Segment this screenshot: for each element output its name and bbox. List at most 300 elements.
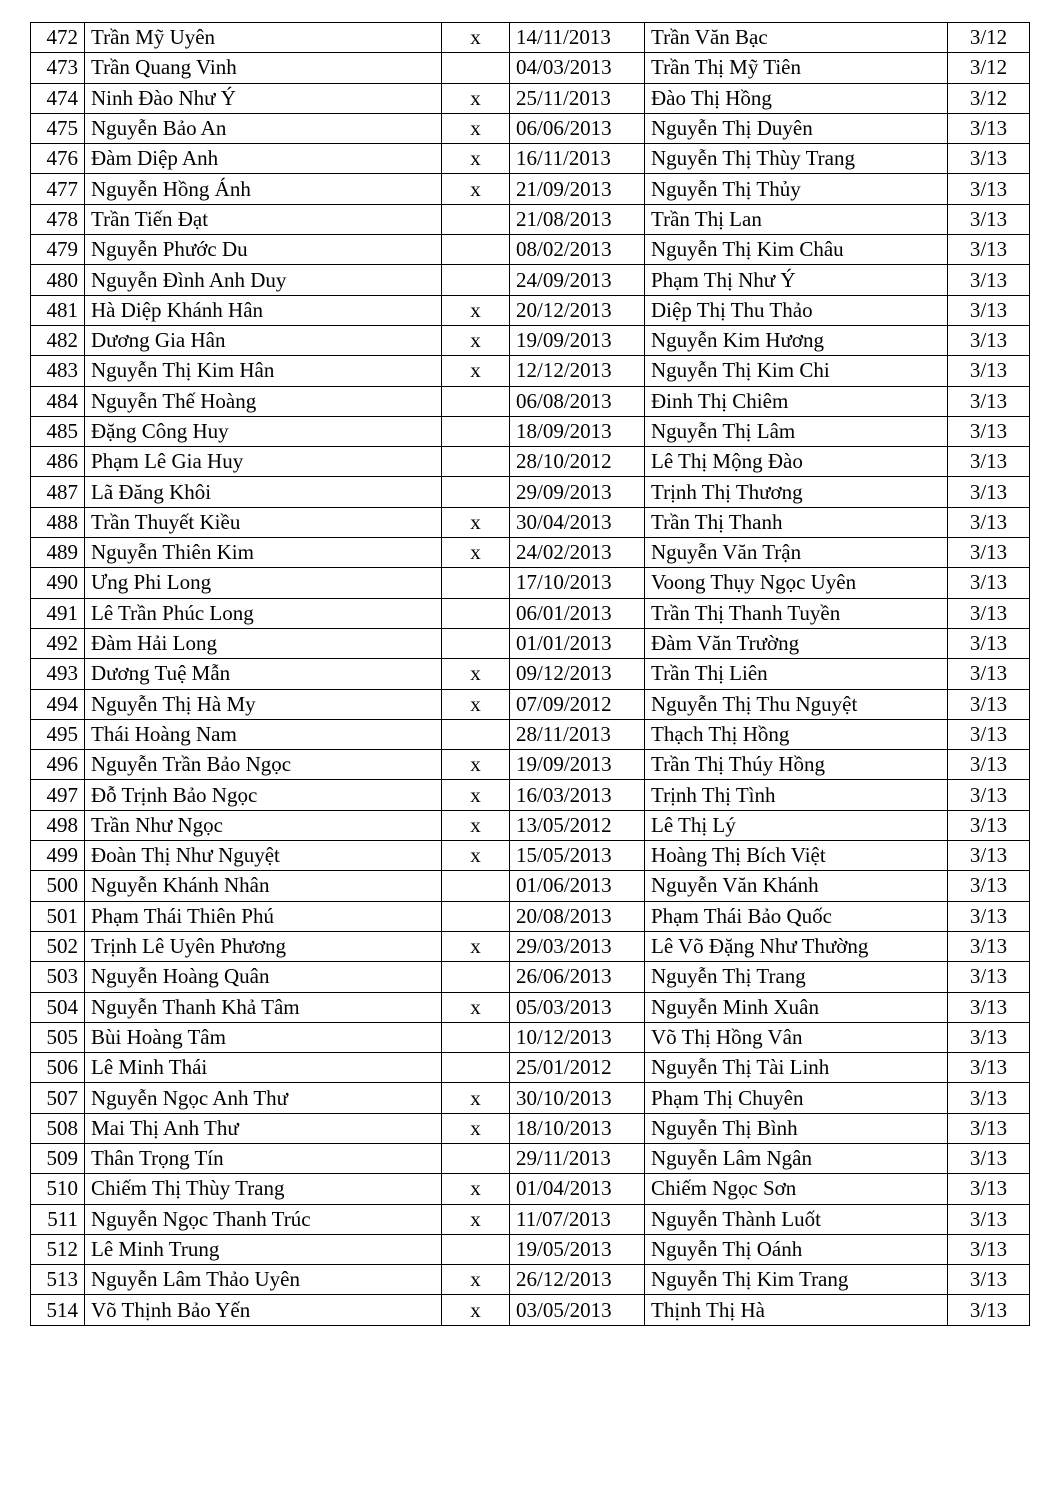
parent-name-cell: Trần Văn Bạc [645, 23, 948, 53]
class-cell: 3/12 [948, 53, 1030, 83]
row-number-cell: 482 [31, 325, 85, 355]
row-number-cell: 481 [31, 295, 85, 325]
date-of-birth-cell: 30/10/2013 [510, 1083, 645, 1113]
class-cell: 3/13 [948, 416, 1030, 446]
student-name-cell: Trần Quang Vinh [85, 53, 442, 83]
row-number-cell: 495 [31, 719, 85, 749]
row-number-cell: 489 [31, 538, 85, 568]
class-cell: 3/13 [948, 295, 1030, 325]
parent-name-cell: Nguyễn Thị Thu Nguyệt [645, 689, 948, 719]
female-mark-cell [442, 719, 510, 749]
table-row [31, 1022, 1030, 1052]
class-cell: 3/13 [948, 1022, 1030, 1052]
parent-name-cell: Đào Thị Hồng [645, 83, 948, 113]
female-mark-cell: x [442, 507, 510, 537]
row-number-cell: 473 [31, 53, 85, 83]
student-name-cell: Nguyễn Bảo An [85, 113, 442, 143]
female-mark-cell [442, 1143, 510, 1173]
row-number-cell: 493 [31, 659, 85, 689]
parent-name-cell: Nguyễn Thị Thủy [645, 174, 948, 204]
parent-name-cell: Nguyễn Văn Trận [645, 538, 948, 568]
date-of-birth-cell: 19/05/2013 [510, 1234, 645, 1264]
row-number-cell: 505 [31, 1022, 85, 1052]
student-name-cell: Đàm Hải Long [85, 628, 442, 658]
parent-name-cell: Trần Thị Lan [645, 204, 948, 234]
row-number-cell: 479 [31, 235, 85, 265]
row-number-cell: 494 [31, 689, 85, 719]
parent-name-cell: Nguyễn Thành Luốt [645, 1204, 948, 1234]
student-name-cell: Đoàn Thị Như Nguyệt [85, 841, 442, 871]
student-name-cell: Nguyễn Thanh Khả Tâm [85, 992, 442, 1022]
class-cell: 3/13 [948, 1265, 1030, 1295]
row-number-cell: 487 [31, 477, 85, 507]
student-name-cell: Nguyễn Hoàng Quân [85, 962, 442, 992]
row-number-cell: 507 [31, 1083, 85, 1113]
student-name-cell: Nguyễn Khánh Nhân [85, 871, 442, 901]
table-row [31, 931, 1030, 961]
student-name-cell: Nguyễn Trần Bảo Ngọc [85, 750, 442, 780]
student-name-cell: Ưng Phi Long [85, 568, 442, 598]
female-mark-cell [442, 1053, 510, 1083]
student-name-cell: Lã Đăng Khôi [85, 477, 442, 507]
row-number-cell: 478 [31, 204, 85, 234]
parent-name-cell: Trần Thị Mỹ Tiên [645, 53, 948, 83]
parent-name-cell: Nguyễn Văn Khánh [645, 871, 948, 901]
student-name-cell: Nguyễn Thế Hoàng [85, 386, 442, 416]
parent-name-cell: Hoàng Thị Bích Việt [645, 841, 948, 871]
student-name-cell: Hà Diệp Khánh Hân [85, 295, 442, 325]
class-cell: 3/13 [948, 174, 1030, 204]
row-number-cell: 508 [31, 1113, 85, 1143]
female-mark-cell [442, 416, 510, 446]
parent-name-cell: Nguyễn Minh Xuân [645, 992, 948, 1022]
table-body [31, 23, 1030, 1326]
date-of-birth-cell: 09/12/2013 [510, 659, 645, 689]
date-of-birth-cell: 25/01/2012 [510, 1053, 645, 1083]
class-cell: 3/13 [948, 477, 1030, 507]
female-mark-cell [442, 962, 510, 992]
row-number-cell: 488 [31, 507, 85, 537]
parent-name-cell: Nguyễn Thị Kim Trang [645, 1265, 948, 1295]
table-row [31, 1265, 1030, 1295]
female-mark-cell [442, 901, 510, 931]
row-number-cell: 501 [31, 901, 85, 931]
parent-name-cell: Nguyễn Thị Oánh [645, 1234, 948, 1264]
table-row [31, 568, 1030, 598]
parent-name-cell: Nguyễn Kim Hương [645, 325, 948, 355]
class-cell: 3/13 [948, 113, 1030, 143]
female-mark-cell: x [442, 659, 510, 689]
row-number-cell: 514 [31, 1295, 85, 1325]
student-name-cell: Lê Minh Trung [85, 1234, 442, 1264]
table-row [31, 477, 1030, 507]
row-number-cell: 484 [31, 386, 85, 416]
table-row [31, 23, 1030, 53]
parent-name-cell: Nguyễn Lâm Ngân [645, 1143, 948, 1173]
class-cell: 3/13 [948, 750, 1030, 780]
row-number-cell: 504 [31, 992, 85, 1022]
date-of-birth-cell: 01/06/2013 [510, 871, 645, 901]
class-cell: 3/13 [948, 1295, 1030, 1325]
date-of-birth-cell: 29/03/2013 [510, 931, 645, 961]
student-name-cell: Đàm Diệp Anh [85, 144, 442, 174]
date-of-birth-cell: 18/09/2013 [510, 416, 645, 446]
female-mark-cell: x [442, 841, 510, 871]
student-name-cell: Thân Trọng Tín [85, 1143, 442, 1173]
class-cell: 3/13 [948, 386, 1030, 416]
class-cell: 3/12 [948, 23, 1030, 53]
table-row [31, 992, 1030, 1022]
date-of-birth-cell: 13/05/2012 [510, 810, 645, 840]
date-of-birth-cell: 26/12/2013 [510, 1265, 645, 1295]
row-number-cell: 499 [31, 841, 85, 871]
student-name-cell: Nguyễn Thiên Kim [85, 538, 442, 568]
date-of-birth-cell: 20/12/2013 [510, 295, 645, 325]
class-cell: 3/13 [948, 628, 1030, 658]
parent-name-cell: Đinh Thị Chiêm [645, 386, 948, 416]
class-cell: 3/13 [948, 1083, 1030, 1113]
table-row [31, 538, 1030, 568]
table-row [31, 1143, 1030, 1173]
row-number-cell: 476 [31, 144, 85, 174]
date-of-birth-cell: 19/09/2013 [510, 325, 645, 355]
class-cell: 3/13 [948, 1143, 1030, 1173]
class-cell: 3/13 [948, 325, 1030, 355]
female-mark-cell [442, 235, 510, 265]
row-number-cell: 500 [31, 871, 85, 901]
class-cell: 3/13 [948, 1113, 1030, 1143]
row-number-cell: 502 [31, 931, 85, 961]
date-of-birth-cell: 12/12/2013 [510, 356, 645, 386]
class-cell: 3/13 [948, 780, 1030, 810]
date-of-birth-cell: 11/07/2013 [510, 1204, 645, 1234]
class-cell: 3/13 [948, 265, 1030, 295]
table-row [31, 841, 1030, 871]
date-of-birth-cell: 06/06/2013 [510, 113, 645, 143]
class-cell: 3/13 [948, 235, 1030, 265]
row-number-cell: 480 [31, 265, 85, 295]
row-number-cell: 486 [31, 447, 85, 477]
table-row [31, 1295, 1030, 1325]
student-name-cell: Mai Thị Anh Thư [85, 1113, 442, 1143]
row-number-cell: 474 [31, 83, 85, 113]
date-of-birth-cell: 06/01/2013 [510, 598, 645, 628]
parent-name-cell: Nguyễn Thị Bình [645, 1113, 948, 1143]
table-row [31, 144, 1030, 174]
female-mark-cell: x [442, 144, 510, 174]
table-row [31, 386, 1030, 416]
date-of-birth-cell: 07/09/2012 [510, 689, 645, 719]
student-name-cell: Trần Tiến Đạt [85, 204, 442, 234]
parent-name-cell: Nguyễn Thị Duyên [645, 113, 948, 143]
student-name-cell: Nguyễn Thị Hà My [85, 689, 442, 719]
parent-name-cell: Lê Võ Đặng Như Thường [645, 931, 948, 961]
class-cell: 3/13 [948, 507, 1030, 537]
table-row [31, 265, 1030, 295]
date-of-birth-cell: 24/09/2013 [510, 265, 645, 295]
class-cell: 3/13 [948, 598, 1030, 628]
student-name-cell: Chiếm Thị Thùy Trang [85, 1174, 442, 1204]
table-row [31, 507, 1030, 537]
date-of-birth-cell: 08/02/2013 [510, 235, 645, 265]
class-cell: 3/13 [948, 538, 1030, 568]
table-row [31, 750, 1030, 780]
parent-name-cell: Trịnh Thị Tình [645, 780, 948, 810]
student-name-cell: Nguyễn Hồng Ánh [85, 174, 442, 204]
class-cell: 3/13 [948, 447, 1030, 477]
row-number-cell: 510 [31, 1174, 85, 1204]
table-row [31, 719, 1030, 749]
female-mark-cell: x [442, 1265, 510, 1295]
student-name-cell: Phạm Lê Gia Huy [85, 447, 442, 477]
row-number-cell: 496 [31, 750, 85, 780]
parent-name-cell: Võ Thị Hồng Vân [645, 1022, 948, 1052]
row-number-cell: 477 [31, 174, 85, 204]
female-mark-cell: x [442, 750, 510, 780]
table-row [31, 780, 1030, 810]
student-name-cell: Trần Thuyết Kiều [85, 507, 442, 537]
table-row [31, 810, 1030, 840]
class-cell: 3/13 [948, 356, 1030, 386]
table-row [31, 1113, 1030, 1143]
row-number-cell: 506 [31, 1053, 85, 1083]
date-of-birth-cell: 03/05/2013 [510, 1295, 645, 1325]
female-mark-cell: x [442, 1083, 510, 1113]
date-of-birth-cell: 15/05/2013 [510, 841, 645, 871]
table-row [31, 598, 1030, 628]
class-cell: 3/13 [948, 841, 1030, 871]
student-name-cell: Phạm Thái Thiên Phú [85, 901, 442, 931]
female-mark-cell [442, 1234, 510, 1264]
student-name-cell: Đặng Công Huy [85, 416, 442, 446]
parent-name-cell: Nguyễn Thị Tài Linh [645, 1053, 948, 1083]
female-mark-cell: x [442, 113, 510, 143]
student-name-cell: Thái Hoàng Nam [85, 719, 442, 749]
date-of-birth-cell: 01/04/2013 [510, 1174, 645, 1204]
female-mark-cell [442, 265, 510, 295]
parent-name-cell: Nguyễn Thị Trang [645, 962, 948, 992]
student-list-table [30, 22, 1030, 1326]
class-cell: 3/13 [948, 1053, 1030, 1083]
table-row [31, 83, 1030, 113]
class-cell: 3/12 [948, 83, 1030, 113]
class-cell: 3/13 [948, 204, 1030, 234]
parent-name-cell: Phạm Thị Như Ý [645, 265, 948, 295]
parent-name-cell: Trịnh Thị Thương [645, 477, 948, 507]
row-number-cell: 498 [31, 810, 85, 840]
student-name-cell: Dương Tuệ Mẫn [85, 659, 442, 689]
parent-name-cell: Diệp Thị Thu Thảo [645, 295, 948, 325]
female-mark-cell: x [442, 689, 510, 719]
table-row [31, 901, 1030, 931]
student-name-cell: Trần Như Ngọc [85, 810, 442, 840]
date-of-birth-cell: 28/10/2012 [510, 447, 645, 477]
date-of-birth-cell: 19/09/2013 [510, 750, 645, 780]
table-row [31, 1083, 1030, 1113]
row-number-cell: 512 [31, 1234, 85, 1264]
female-mark-cell: x [442, 83, 510, 113]
female-mark-cell [442, 386, 510, 416]
class-cell: 3/13 [948, 659, 1030, 689]
student-name-cell: Nguyễn Thị Kim Hân [85, 356, 442, 386]
date-of-birth-cell: 29/11/2013 [510, 1143, 645, 1173]
student-name-cell: Nguyễn Phước Du [85, 235, 442, 265]
parent-name-cell: Trần Thị Thanh Tuyền [645, 598, 948, 628]
female-mark-cell [442, 447, 510, 477]
female-mark-cell: x [442, 1113, 510, 1143]
class-cell: 3/13 [948, 1174, 1030, 1204]
table-row [31, 356, 1030, 386]
student-name-cell: Dương Gia Hân [85, 325, 442, 355]
female-mark-cell: x [442, 356, 510, 386]
table-row [31, 113, 1030, 143]
row-number-cell: 472 [31, 23, 85, 53]
parent-name-cell: Trần Thị Liên [645, 659, 948, 689]
student-name-cell: Ninh Đào Như Ý [85, 83, 442, 113]
parent-name-cell: Đàm Văn Trường [645, 628, 948, 658]
female-mark-cell [442, 568, 510, 598]
female-mark-cell [442, 628, 510, 658]
class-cell: 3/13 [948, 1204, 1030, 1234]
date-of-birth-cell: 20/08/2013 [510, 901, 645, 931]
parent-name-cell: Thịnh Thị Hà [645, 1295, 948, 1325]
table-row [31, 325, 1030, 355]
table-row [31, 295, 1030, 325]
female-mark-cell: x [442, 1174, 510, 1204]
table-row [31, 1174, 1030, 1204]
female-mark-cell: x [442, 538, 510, 568]
parent-name-cell: Trần Thị Thanh [645, 507, 948, 537]
student-name-cell: Bùi Hoàng Tâm [85, 1022, 442, 1052]
row-number-cell: 511 [31, 1204, 85, 1234]
row-number-cell: 509 [31, 1143, 85, 1173]
student-name-cell: Đỗ Trịnh Bảo Ngọc [85, 780, 442, 810]
class-cell: 3/13 [948, 719, 1030, 749]
row-number-cell: 492 [31, 628, 85, 658]
table-row [31, 1234, 1030, 1264]
female-mark-cell: x [442, 1204, 510, 1234]
table-row [31, 174, 1030, 204]
date-of-birth-cell: 16/03/2013 [510, 780, 645, 810]
parent-name-cell: Phạm Thị Chuyên [645, 1083, 948, 1113]
date-of-birth-cell: 26/06/2013 [510, 962, 645, 992]
date-of-birth-cell: 01/01/2013 [510, 628, 645, 658]
class-cell: 3/13 [948, 568, 1030, 598]
row-number-cell: 490 [31, 568, 85, 598]
female-mark-cell: x [442, 174, 510, 204]
row-number-cell: 491 [31, 598, 85, 628]
female-mark-cell: x [442, 295, 510, 325]
parent-name-cell: Voong Thụy Ngọc Uyên [645, 568, 948, 598]
date-of-birth-cell: 14/11/2013 [510, 23, 645, 53]
parent-name-cell: Phạm Thái Bảo Quốc [645, 901, 948, 931]
date-of-birth-cell: 06/08/2013 [510, 386, 645, 416]
date-of-birth-cell: 21/08/2013 [510, 204, 645, 234]
class-cell: 3/13 [948, 901, 1030, 931]
female-mark-cell [442, 598, 510, 628]
date-of-birth-cell: 29/09/2013 [510, 477, 645, 507]
class-cell: 3/13 [948, 871, 1030, 901]
row-number-cell: 483 [31, 356, 85, 386]
row-number-cell: 485 [31, 416, 85, 446]
class-cell: 3/13 [948, 962, 1030, 992]
date-of-birth-cell: 21/09/2013 [510, 174, 645, 204]
student-name-cell: Lê Minh Thái [85, 1053, 442, 1083]
date-of-birth-cell: 05/03/2013 [510, 992, 645, 1022]
student-name-cell: Trần Mỹ Uyên [85, 23, 442, 53]
table-row [31, 53, 1030, 83]
date-of-birth-cell: 30/04/2013 [510, 507, 645, 537]
student-name-cell: Nguyễn Đình Anh Duy [85, 265, 442, 295]
class-cell: 3/13 [948, 992, 1030, 1022]
date-of-birth-cell: 28/11/2013 [510, 719, 645, 749]
class-cell: 3/13 [948, 144, 1030, 174]
date-of-birth-cell: 17/10/2013 [510, 568, 645, 598]
student-name-cell: Trịnh Lê Uyên Phương [85, 931, 442, 961]
class-cell: 3/13 [948, 810, 1030, 840]
female-mark-cell [442, 53, 510, 83]
class-cell: 3/13 [948, 1234, 1030, 1264]
parent-name-cell: Nguyễn Thị Thùy Trang [645, 144, 948, 174]
date-of-birth-cell: 10/12/2013 [510, 1022, 645, 1052]
parent-name-cell: Nguyễn Thị Lâm [645, 416, 948, 446]
female-mark-cell [442, 477, 510, 507]
date-of-birth-cell: 16/11/2013 [510, 144, 645, 174]
table-row [31, 628, 1030, 658]
date-of-birth-cell: 24/02/2013 [510, 538, 645, 568]
date-of-birth-cell: 25/11/2013 [510, 83, 645, 113]
student-name-cell: Nguyễn Lâm Thảo Uyên [85, 1265, 442, 1295]
table-row [31, 1053, 1030, 1083]
female-mark-cell: x [442, 931, 510, 961]
table-row [31, 689, 1030, 719]
table-row [31, 962, 1030, 992]
parent-name-cell: Trần Thị Thúy Hồng [645, 750, 948, 780]
class-cell: 3/13 [948, 931, 1030, 961]
table-row [31, 447, 1030, 477]
parent-name-cell: Nguyễn Thị Kim Châu [645, 235, 948, 265]
class-cell: 3/13 [948, 689, 1030, 719]
row-number-cell: 513 [31, 1265, 85, 1295]
student-name-cell: Nguyễn Ngọc Anh Thư [85, 1083, 442, 1113]
female-mark-cell: x [442, 1295, 510, 1325]
female-mark-cell: x [442, 325, 510, 355]
student-name-cell: Nguyễn Ngọc Thanh Trúc [85, 1204, 442, 1234]
parent-name-cell: Nguyễn Thị Kim Chi [645, 356, 948, 386]
table-row [31, 204, 1030, 234]
row-number-cell: 497 [31, 780, 85, 810]
female-mark-cell [442, 204, 510, 234]
student-name-cell: Lê Trần Phúc Long [85, 598, 442, 628]
parent-name-cell: Chiếm Ngọc Sơn [645, 1174, 948, 1204]
parent-name-cell: Lê Thị Lý [645, 810, 948, 840]
female-mark-cell [442, 871, 510, 901]
parent-name-cell: Lê Thị Mộng Đào [645, 447, 948, 477]
student-name-cell: Võ Thịnh Bảo Yến [85, 1295, 442, 1325]
row-number-cell: 503 [31, 962, 85, 992]
female-mark-cell: x [442, 992, 510, 1022]
table-row [31, 416, 1030, 446]
table-row [31, 871, 1030, 901]
female-mark-cell: x [442, 23, 510, 53]
female-mark-cell: x [442, 810, 510, 840]
table-row [31, 1204, 1030, 1234]
date-of-birth-cell: 18/10/2013 [510, 1113, 645, 1143]
female-mark-cell [442, 1022, 510, 1052]
parent-name-cell: Thạch Thị Hồng [645, 719, 948, 749]
table-row [31, 235, 1030, 265]
female-mark-cell: x [442, 780, 510, 810]
